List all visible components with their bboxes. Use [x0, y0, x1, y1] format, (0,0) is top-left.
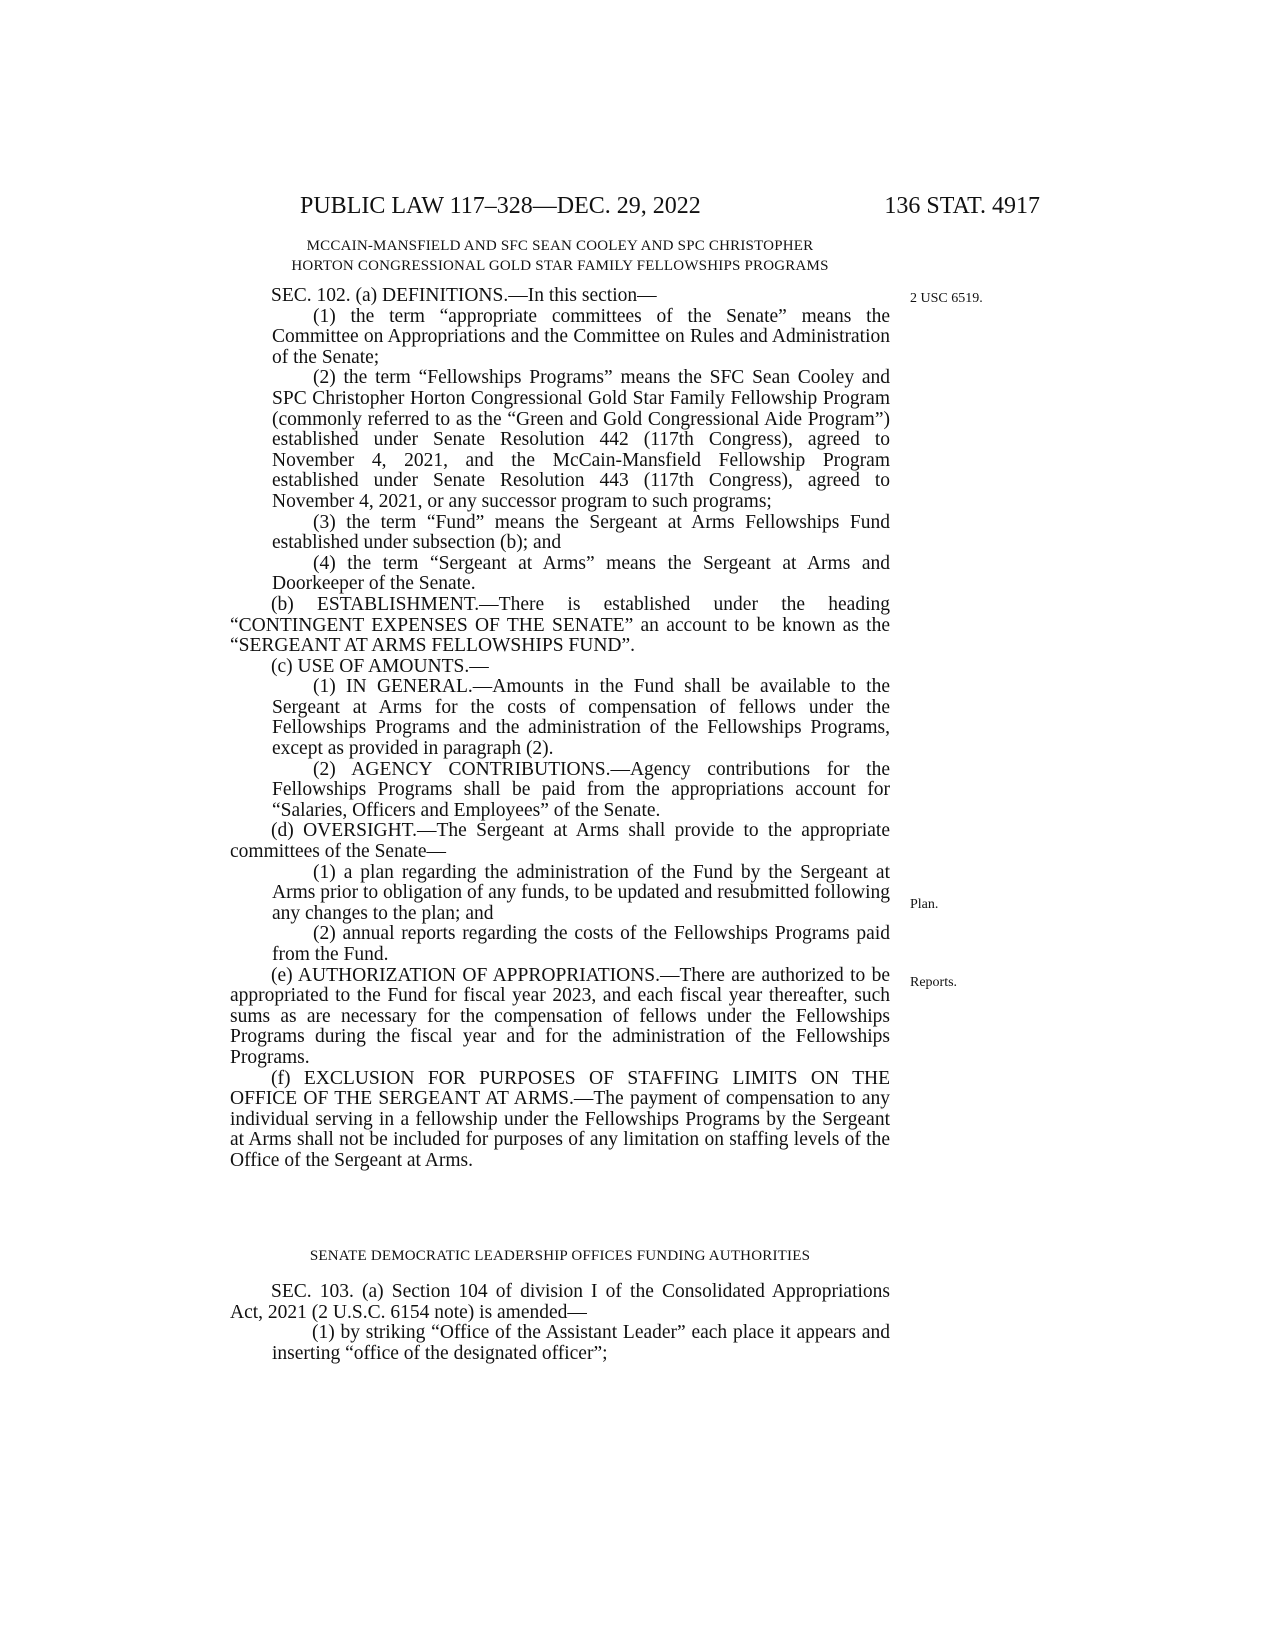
sec102-heading-line1: MCCAIN-MANSFIELD AND SFC SEAN COOLEY AND SPC CHRISTOPHER	[306, 238, 814, 254]
margin-note-usc: 2 USC 6519.	[910, 291, 983, 306]
sec102-c: (c) USE OF AMOUNTS.—	[271, 655, 489, 677]
sec102-body	[230, 286, 890, 1172]
sec102-b: (b) ESTABLISHMENT.—There is established under the heading “CONTINGENT EXPENSES OF THE SENATE” an account to be known as the “SERGEANT AT ARMS FELLOWSHIPS FUND”.	[230, 593, 890, 657]
sec102-d2: (2) annual reports regarding the costs of the Fellowships Programs paid from the Fund.	[272, 923, 890, 965]
sec102-c2: (2) AGENCY CONTRIBUTIONS.—Agency contributions for the Fellowships Programs shall be paid from the appropriations account for “Salaries, Officers and Employees” of the Senate.	[272, 758, 890, 821]
sec102-a3: (3) the term “Fund” means the Sergeant at Arms Fellowships Fund established under subsection (b); and	[272, 511, 890, 554]
sec102-a4: (4) the term “Sergeant at Arms” means the Sergeant at Arms and Doorkeeper of the Senate.	[272, 552, 890, 595]
sec102-a-lead: SEC. 102. (a) DEFINITIONS.—In this section—	[271, 285, 657, 306]
sec103-lead: SEC. 103. (a) Section 104 of division I of the Consolidated Appropriations Act, 2021 (2 U.S.C. 6154 note) is amended—	[230, 1281, 890, 1323]
sec102-f: (f) EXCLUSION FOR PURPOSES OF STAFFING LIMITS ON THE OFFICE OF THE SERGEANT AT ARMS.—The payment of compensation to any individual serving in a fellowship under the Fellowships Programs by the Sergeant at Arms shall not be included for purposes of any limitation on staffing levels of the Office of the Sergeant at Arms.	[230, 1067, 890, 1171]
header-public-law: PUBLIC LAW 117–328—DEC. 29, 2022	[300, 193, 701, 219]
margin-note-reports: Reports.	[910, 975, 958, 990]
sec102-c1: (1) IN GENERAL.—Amounts in the Fund shall be available to the Sergeant at Arms for the costs of compensation of fellows under the Fellowships Programs and the administration of the Fellowships Programs, except as provided in paragraph (2).	[272, 676, 890, 760]
sec102-d1: (1) a plan regarding the administration of the Fund by the Sergeant at Arms prior to obligation of any funds, to be updated and resubmitted following any changes to the plan; and	[272, 861, 890, 924]
sec102-d: (d) OVERSIGHT.—The Sergeant at Arms shall provide to the appropriate committees of the Senate—	[230, 820, 890, 863]
sec102-heading	[230, 236, 890, 276]
sec102-a1: (1) the term “appropriate committees of the Senate” means the Committee on Appropriations and the Committee on Rules and Administration of the Senate;	[272, 305, 890, 368]
sec103-body	[230, 1282, 890, 1364]
sec103-heading: SENATE DEMOCRATIC LEADERSHIP OFFICES FUNDING AUTHORITIES	[309, 1248, 811, 1264]
sec103-p1: (1) by striking “Office of the Assistant Leader” each place it appears and inserting “office of the designated officer”;	[272, 1322, 890, 1364]
margin-note-plan: Plan.	[910, 897, 939, 912]
running-header	[280, 191, 1040, 221]
sec102-e: (e) AUTHORIZATION OF APPROPRIATIONS.—There are authorized to be appropriated to the Fund for fiscal year 2023, and each fiscal year thereafter, such sums as are necessary for the compensation of fellows under the Fellowships Programs during the fiscal year and for the administration of the Fellowships Programs.	[230, 964, 890, 1068]
sec102-a2: (2) the term “Fellowships Programs” means the SFC Sean Cooley and SPC Christopher Horton Congressional Gold Star Family Fellowship Program (commonly referred to as the “Green and Gold Congressional Aide Program”) established under Senate Resolution 442 (117th Congress), agreed to November 4, 2021, and the McCain-Mansfield Fellowship Program established under Senate Resolution 443 (117th Congress), agreed to November 4, 2021, or any successor program to such programs;	[272, 367, 890, 512]
sec102-heading-line2: HORTON CONGRESSIONAL GOLD STAR FAMILY FELLOWSHIPS PROGRAMS	[291, 258, 829, 274]
header-stat-page: 136 STAT. 4917	[884, 193, 1040, 219]
